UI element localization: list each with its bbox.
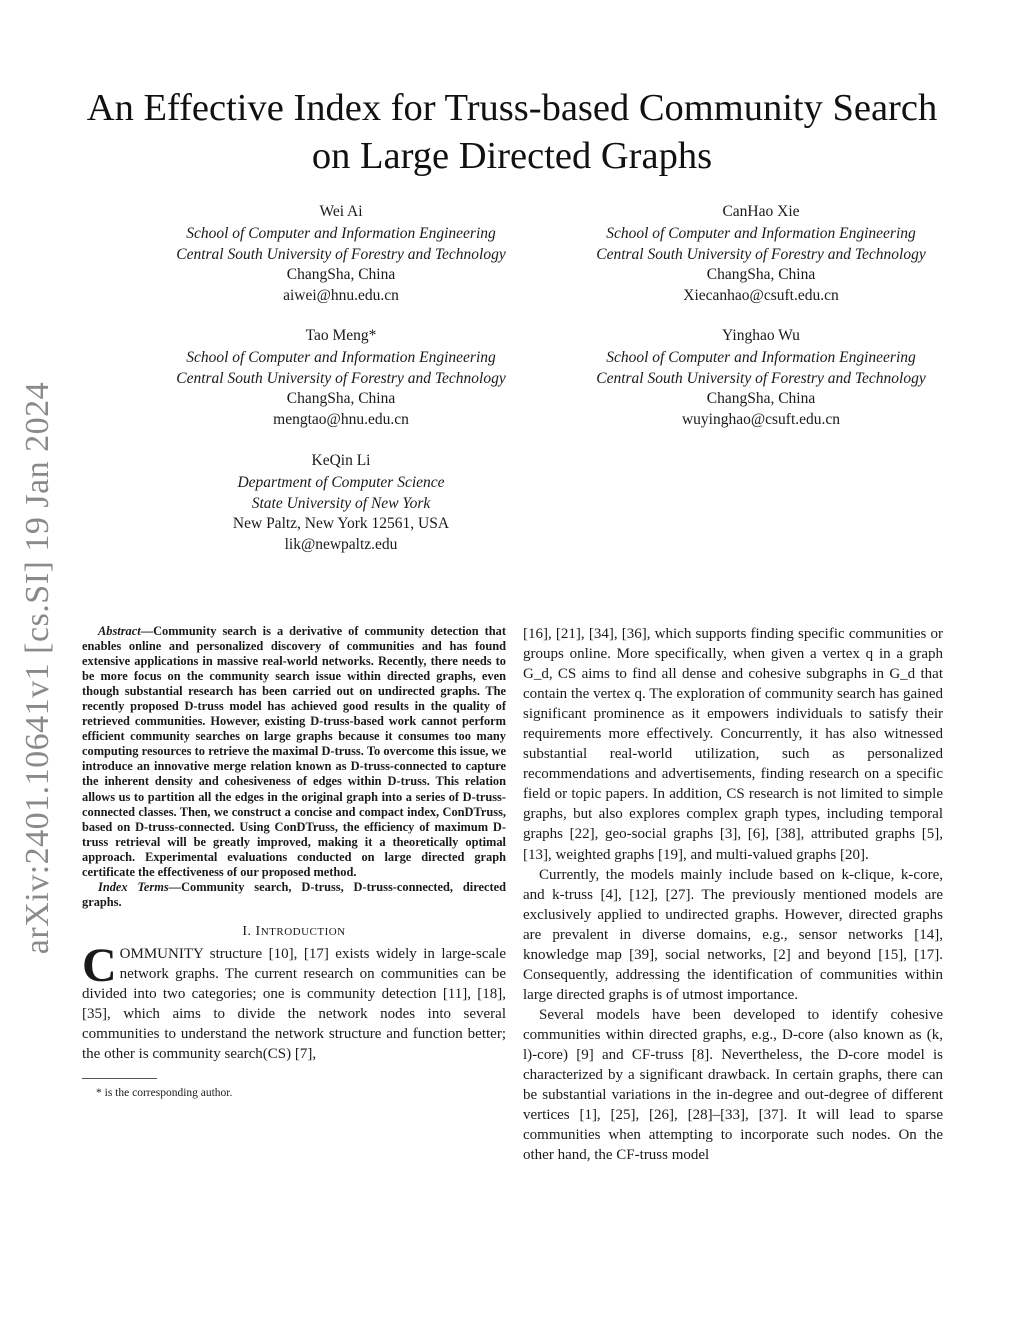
intro-text: OMMUNITY structure [10], [17] exists widely in large-scale network graphs. The current research on communities can be divided into two categories; one is community detection [11], [18], [35], which aims to divide the network nodes into several communities to understand the network structure and function better; the other is community search(CS) [7], [82,945,506,1063]
author-institution: Central South University of Forestry and Technology [596,245,926,263]
abstract-text: —Community search is a derivative of community detection that enables online and personalized discovery of communities and has found extensive applications in massive real-world networks. Recently, there needs to be more focus on the community search issue within directed graphs, even though substantial research has been carried out on undirected graphs. The recently proposed D-truss model has achieved good results in the quality of retrieved communities. However, existing D-truss-based work cannot perform efficient community searches on large graphs because it consumes too many computing resources to retrieve the maximal D-truss. To overcome this issue, we introduce an innovative merge relation known as D-truss-connected to capture the inherent density and cohesiveness of edges within D-truss. This relation allows us to partition all the edges in the original graph into a series of D-truss-connected classes. Then, we construct a concise and compact index, ConDTruss, based on D-truss-connected. Using ConDTruss, the efficiency of maximum D-truss retrieval will be greatly improved, making it a theoretically optimal approach. Experimental evaluations conducted on large directed graph certificate the effectiveness of our proposed method. [82,624,506,879]
author-location: ChangSha, China [286,390,396,408]
right-column [523,624,943,1165]
section-title-rest: NTRODUCTION [260,925,346,938]
author-location: ChangSha, China [706,266,816,284]
author-affiliation: School of Computer and Information Engineering [186,224,496,242]
arxiv-id: arXiv:2401.10641v1 [cs.SI] 19 Jan 2024 [19,381,57,954]
footnote: * is the corresponding author. [96,1087,233,1100]
index-terms [82,880,506,910]
author-affiliation: Department of Computer Science [237,473,445,491]
section-title-initial: I [255,923,261,939]
author-block [141,202,541,307]
author-block [561,326,961,431]
author-location: ChangSha, China [286,266,396,284]
author-affiliation: School of Computer and Information Engineering [606,348,916,366]
author-institution: Central South University of Forestry and Technology [176,245,506,263]
body-paragraph: Several models have been developed to identify cohesive communities within directed graphs, e.g., D-core (also known as (k, l)-core) [9] and CF-truss [8]. Nevertheless, the D-core model is characterized by a significant drawback. In certain graphs, there can be substantial variations in the in-degree and out-degree of different vertices [1], [25], [26], [28]–[33], [37]. It will lead to sparse communities when attempting to incorporate such nodes. On the other hand, the CF-truss model [523,1006,943,1164]
paper-title: An Effective Index for Truss-based Community Search on Large Directed Graphs [86,87,938,177]
author-email: lik@newpaltz.edu [284,536,398,554]
author-email: wuyinghao@csuft.edu.cn [681,411,841,429]
author-institution: State University of New York [251,494,431,512]
author-block [561,202,961,307]
author-location: ChangSha, China [706,390,816,408]
left-column [82,624,506,1099]
abstract-label: Abstract [98,624,141,638]
author-name: CanHao Xie [722,203,800,220]
author-block [141,451,541,556]
author-name: Tao Meng* [305,327,377,344]
arxiv-stamp [8,375,68,960]
drop-cap: C [82,938,117,992]
author-institution: Central South University of Forestry and Technology [176,369,506,387]
footnote-rule [82,1078,157,1079]
author-email: Xiecanhao@csuft.edu.cn [683,287,839,305]
author-name: Wei Ai [319,203,363,220]
index-terms-label: Index Terms [98,879,169,894]
author-name: KeQin Li [311,452,371,469]
author-email: aiwei@hnu.edu.cn [283,287,399,305]
author-affiliation: School of Computer and Information Engineering [186,348,496,366]
author-institution: Central South University of Forestry and Technology [596,369,926,387]
section-number: I. [242,923,252,939]
index-terms-text: —Community search, D-truss, D-truss-connected, directed graphs. [82,879,506,909]
author-email: mengtao@hnu.edu.cn [273,411,409,429]
intro-paragraph [82,938,506,1064]
body-paragraph: [16], [21], [34], [36], which supports finding specific communities or groups online. More specifically, when given a vertex q in a graph G_d, CS aims to find all dense and cohesive subgraphs in G_d that contain the vertex q. The exploration of community search has gained significant prominence as it empowers individuals to satisfy their requirements more effectively. Concurrently, it has also witnessed substantial real-world utilization, such as personalized recommendations and advertisements, finding research on a specific field or topic papers. In addition, CS research is not limited to simple graphs, but also explores complex graph types, including temporal graphs [22], geo-social graphs [3], [6], [38], attributed graphs [5], [13], weighted graphs [19], and multi-valued graphs [20]. [523,626,943,863]
author-block [141,326,541,431]
author-name: Yinghao Wu [722,327,800,344]
author-location: New Paltz, New York 12561, USA [232,515,450,533]
body-paragraph: Currently, the models mainly include based on k-clique, k-core, and k-truss [4], [12], [27]. The previously mentioned models are exclusively applied to undirected graphs. However, directed graphs are prevalent in diverse domains, e.g., sensor networks [14], knowledge map [39], social networks, [2] and beyond [15], [17]. Consequently, addressing the identification of communities within large directed graphs is of utmost importance. [523,866,943,1003]
abstract [82,624,506,880]
section-heading [82,924,506,940]
author-affiliation: School of Computer and Information Engineering [606,224,916,242]
